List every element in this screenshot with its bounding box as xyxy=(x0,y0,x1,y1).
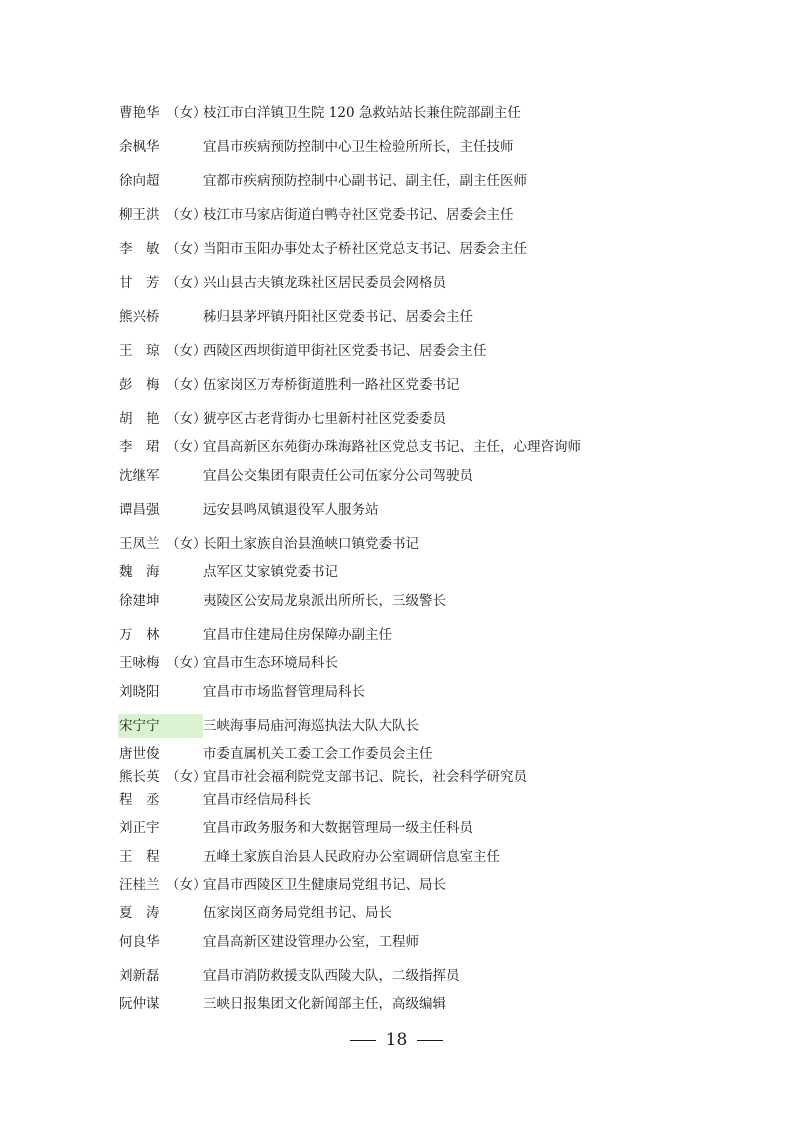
person-position: 宜昌市生态环境局科长 xyxy=(203,655,338,671)
list-item xyxy=(0,765,793,789)
person-name: 宋宁宁 xyxy=(118,714,203,738)
list-item xyxy=(0,964,793,988)
list-item xyxy=(0,435,793,459)
person-name: 刘正宇 xyxy=(119,820,160,836)
person-position: 五峰土家族自治县人民政府办公室调研信息室主任 xyxy=(203,849,500,865)
list-item xyxy=(0,101,793,125)
person-position: 枝江市白洋镇卫生院 120 急救站站长兼住院部副主任 xyxy=(203,105,521,121)
gender-tag: （女） xyxy=(166,377,207,393)
person-name: 沈继军 xyxy=(119,468,160,484)
person-position: 宜昌高新区东苑街办珠海路社区党总支书记、主任，心理咨询师 xyxy=(203,439,581,455)
list-item xyxy=(0,560,793,584)
person-name: 熊长英 xyxy=(119,769,160,785)
person-name: 夏 涛 xyxy=(119,905,160,921)
list-item xyxy=(0,237,793,261)
person-position: 秭归县茅坪镇丹阳社区党委书记、居委会主任 xyxy=(203,309,473,325)
person-position: 宜昌市政务服务和大数据管理局一级主任科员 xyxy=(203,820,473,836)
dash-right xyxy=(417,1040,443,1041)
gender-tag: （女） xyxy=(166,769,207,785)
person-name: 甘 芳 xyxy=(119,275,160,291)
person-name: 王 程 xyxy=(119,849,160,865)
person-name: 徐向超 xyxy=(119,173,160,189)
list-item xyxy=(0,623,793,647)
person-name: 程 丞 xyxy=(119,792,160,808)
person-name: 谭昌强 xyxy=(119,502,160,518)
list-item xyxy=(0,589,793,613)
dash-left xyxy=(350,1040,376,1041)
gender-tag: （女） xyxy=(166,439,207,455)
person-position: 点军区艾家镇党委书记 xyxy=(203,564,338,580)
person-name: 唐世俊 xyxy=(119,746,160,762)
person-position: 宜昌市消防救援支队西陵大队，二级指挥员 xyxy=(203,968,460,984)
page-number-value: 18 xyxy=(385,1030,408,1050)
list-item xyxy=(0,930,793,954)
person-name: 王 琼 xyxy=(119,343,160,359)
gender-tag: （女） xyxy=(166,411,207,427)
person-position: 宜昌市住建局住房保障办副主任 xyxy=(203,627,392,643)
person-position: 远安县鸣凤镇退役军人服务站 xyxy=(203,502,379,518)
list-item xyxy=(0,788,793,812)
list-item xyxy=(0,816,793,840)
person-name: 刘晓阳 xyxy=(119,684,160,700)
person-position: 市委直属机关工委工会工作委员会主任 xyxy=(203,746,433,762)
person-name: 万 林 xyxy=(119,627,160,643)
person-position: 夷陵区公安局龙泉派出所所长，三级警长 xyxy=(203,593,446,609)
person-name: 徐建坤 xyxy=(119,593,160,609)
person-position: 伍家岗区万寿桥街道胜利一路社区党委书记 xyxy=(203,377,460,393)
person-name: 熊兴桥 xyxy=(119,309,160,325)
list-item xyxy=(0,498,793,522)
page-number xyxy=(0,1028,793,1052)
person-name: 曹艳华 xyxy=(119,105,160,121)
gender-tag: （女） xyxy=(166,105,207,121)
person-position: 宜昌高新区建设管理办公室，工程师 xyxy=(203,934,419,950)
gender-tag: （女） xyxy=(166,275,207,291)
gender-tag: （女） xyxy=(166,241,207,257)
person-position: 猇亭区古老背街办七里新村社区党委委员 xyxy=(203,411,446,427)
person-position: 宜昌市西陵区卫生健康局党组书记、局长 xyxy=(203,877,446,893)
list-item xyxy=(0,373,793,397)
person-position: 长阳土家族自治县渔峡口镇党委书记 xyxy=(203,536,419,552)
person-position: 三峡海事局庙河海巡执法大队大队长 xyxy=(203,718,419,734)
list-item xyxy=(0,845,793,869)
list-item xyxy=(0,464,793,488)
list-item xyxy=(0,339,793,363)
list-item xyxy=(0,203,793,227)
person-name: 阮仲谋 xyxy=(119,996,160,1012)
person-name: 汪桂兰 xyxy=(119,877,160,893)
person-name: 魏 海 xyxy=(119,564,160,580)
person-name: 王咏梅 xyxy=(119,655,160,671)
person-position: 宜昌市社会福利院党支部书记、院长，社会科学研究员 xyxy=(203,769,527,785)
list-item xyxy=(0,271,793,295)
gender-tag: （女） xyxy=(166,343,207,359)
person-position: 宜昌市市场监督管理局科长 xyxy=(203,684,365,700)
person-position: 当阳市玉阳办事处太子桥社区党总支书记、居委会主任 xyxy=(203,241,527,257)
person-position: 宜昌市疾病预防控制中心卫生检验所所长，主任技师 xyxy=(203,139,514,155)
person-position: 宜昌公交集团有限责任公司伍家分公司驾驶员 xyxy=(203,468,473,484)
gender-tag: （女） xyxy=(166,655,207,671)
list-item xyxy=(0,532,793,556)
person-name: 彭 梅 xyxy=(119,377,160,393)
person-position: 伍家岗区商务局党组书记、局长 xyxy=(203,905,392,921)
list-item xyxy=(0,992,793,1016)
list-item xyxy=(0,873,793,897)
person-name: 李 敏 xyxy=(119,241,160,257)
person-position: 西陵区西坝街道甲街社区党委书记、居委会主任 xyxy=(203,343,487,359)
person-name: 何良华 xyxy=(119,934,160,950)
list-item xyxy=(0,651,793,675)
list-item xyxy=(0,135,793,159)
list-item xyxy=(0,169,793,193)
list-item xyxy=(0,742,793,766)
person-name: 李 珺 xyxy=(119,439,160,455)
person-position: 三峡日报集团文化新闻部主任，高级编辑 xyxy=(203,996,446,1012)
gender-tag: （女） xyxy=(166,877,207,893)
person-name: 刘新磊 xyxy=(119,968,160,984)
list-item xyxy=(0,901,793,925)
person-position: 宜昌市经信局科长 xyxy=(203,792,311,808)
person-position: 宜都市疾病预防控制中心副书记、副主任，副主任医师 xyxy=(203,173,527,189)
list-item xyxy=(0,305,793,329)
person-name: 柳王洪 xyxy=(119,207,160,223)
list-item xyxy=(0,714,793,738)
person-position: 枝江市马家店街道白鸭寺社区党委书记、居委会主任 xyxy=(203,207,514,223)
gender-tag: （女） xyxy=(166,536,207,552)
person-name: 王凤兰 xyxy=(119,536,160,552)
person-name: 胡 艳 xyxy=(119,411,160,427)
list-item xyxy=(0,680,793,704)
person-position: 兴山县古夫镇龙珠社区居民委员会网格员 xyxy=(203,275,446,291)
list-item xyxy=(0,407,793,431)
gender-tag: （女） xyxy=(166,207,207,223)
person-name: 余枫华 xyxy=(119,139,160,155)
